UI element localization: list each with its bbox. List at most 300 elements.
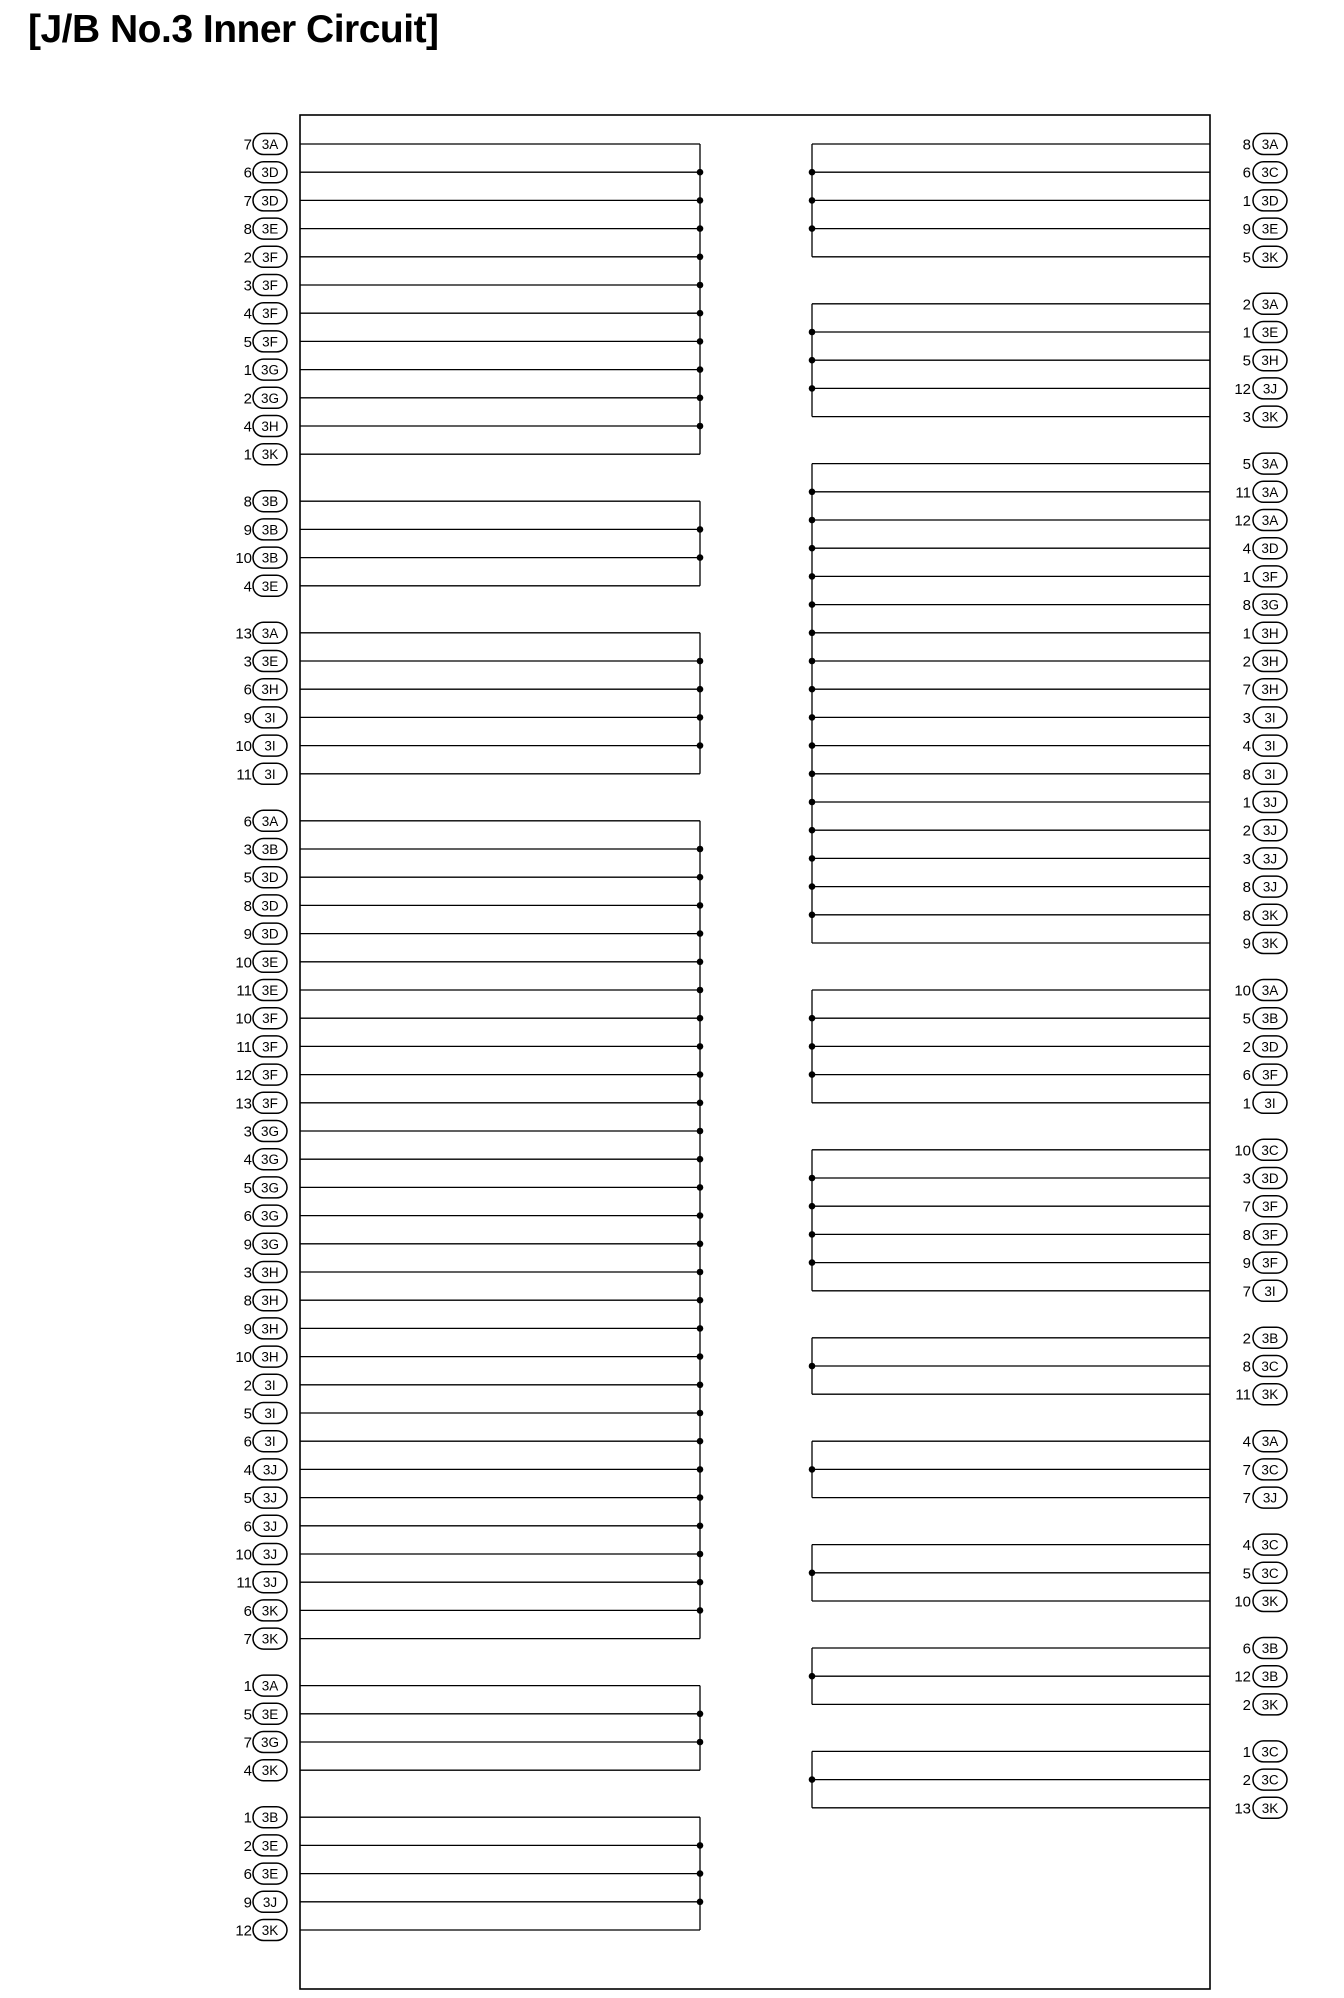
pin-number: 12 (1234, 512, 1251, 530)
pin-number: 4 (1242, 1433, 1251, 1451)
connector-id: 3J (1262, 851, 1278, 867)
connector-id: 3H (261, 1321, 279, 1337)
connector-label (244, 134, 287, 155)
pin-number: 6 (1242, 1067, 1251, 1085)
left-wire-group (300, 633, 703, 774)
pin-number: 3 (1242, 709, 1251, 727)
connector-label (1243, 1092, 1287, 1113)
connector-label (1243, 322, 1287, 343)
pin-number: 9 (243, 709, 252, 727)
connector-label (244, 1318, 287, 1339)
connector-id: 3G (260, 362, 280, 378)
junction-dot (697, 1739, 704, 1746)
connector-label (1243, 933, 1287, 954)
junction-dot (809, 489, 816, 496)
connector-label (244, 1891, 287, 1912)
connector-label (1243, 876, 1287, 897)
junction-dot (809, 1259, 816, 1266)
connector-label (244, 491, 287, 512)
connector-label (244, 359, 287, 380)
pin-number: 7 (243, 1631, 252, 1649)
connector-label (244, 303, 287, 324)
left-wire-group (300, 144, 703, 454)
junction-block-outline (300, 115, 1210, 1989)
pin-number: 2 (1242, 1696, 1251, 1714)
connector-id: 3C (1261, 1142, 1279, 1158)
pin-number: 1 (243, 1809, 252, 1827)
pin-number: 8 (1242, 879, 1251, 897)
junction-dot (809, 1043, 816, 1050)
junction-dot (809, 357, 816, 364)
pin-number: 1 (243, 1678, 252, 1696)
right-wire-group (809, 144, 1210, 257)
junction-dot (697, 1579, 704, 1586)
junction-dot (809, 1203, 816, 1210)
pin-number: 6 (243, 1433, 252, 1451)
connector-label (1243, 1064, 1287, 1085)
connector-id: 3E (261, 1838, 279, 1854)
pin-number: 10 (235, 954, 252, 972)
connector-id: 3H (1261, 654, 1279, 669)
pin-number: 1 (1242, 1743, 1251, 1761)
connector-label (1243, 134, 1287, 155)
connector-label (244, 162, 287, 183)
connector-id: 3D (1261, 541, 1279, 557)
connector-label (1235, 481, 1287, 502)
junction-dot (809, 385, 816, 392)
pin-number: 8 (1242, 1358, 1251, 1376)
connector-label (244, 1863, 287, 1884)
connector-label (1243, 162, 1287, 183)
connector-id: 3F (262, 1067, 278, 1083)
connector-id: 3B (1261, 1011, 1279, 1027)
junction-dot (809, 1231, 816, 1238)
junction-dot (697, 658, 704, 665)
junction-dot (809, 517, 816, 524)
junction-dot (697, 1438, 704, 1445)
connector-label (1243, 622, 1287, 643)
connector-id: 3F (262, 249, 278, 265)
pin-number: 12 (1234, 380, 1251, 398)
right-wire-group (809, 1150, 1210, 1291)
junction-dot (697, 742, 704, 749)
connector-label (1243, 1224, 1287, 1245)
junction-dot (697, 1325, 704, 1332)
pin-number: 3 (243, 841, 252, 859)
connector-label (1235, 1384, 1287, 1405)
pin-number: 4 (243, 1461, 252, 1479)
connector-id: 3J (1262, 879, 1278, 895)
connector-id: 3F (262, 334, 278, 350)
junction-dot (697, 1156, 704, 1163)
connector-label (1243, 218, 1287, 239)
connector-label (1243, 1638, 1287, 1659)
pin-number: 13 (235, 625, 252, 643)
connector-label (236, 1036, 287, 1057)
connector-id: 3A (261, 813, 279, 829)
connector-id: 3H (261, 1293, 279, 1309)
junction-dot (697, 1015, 704, 1022)
connector-label (1243, 350, 1287, 371)
connector-label (244, 1403, 287, 1424)
connector-label (244, 707, 287, 728)
pin-number: 8 (243, 221, 252, 239)
junction-dot (809, 601, 816, 608)
junction-dot (697, 714, 704, 721)
pin-number: 8 (1242, 136, 1251, 154)
connector-label (244, 519, 287, 540)
connector-id: 3A (261, 137, 279, 152)
connector-id: 3I (1264, 1283, 1276, 1299)
pin-number: 5 (243, 1706, 252, 1724)
connector-label (244, 416, 287, 437)
right-wire-group (809, 1441, 1210, 1497)
pin-number: 6 (1242, 1640, 1251, 1658)
junction-dot (697, 1899, 704, 1906)
right-wire-group (809, 304, 1210, 417)
connector-label (1243, 246, 1287, 267)
connector-id: 3A (261, 625, 279, 641)
junction-dot (697, 1494, 704, 1501)
connector-label (244, 246, 287, 267)
connector-id: 3K (261, 447, 279, 463)
pin-number: 10 (1234, 1593, 1251, 1611)
connector-id: 3B (261, 842, 279, 857)
connector-label (1243, 1008, 1287, 1029)
junction-dot (697, 1043, 704, 1050)
connector-label (1243, 848, 1287, 869)
junction-dot (809, 197, 816, 204)
connector-label (1243, 594, 1287, 615)
connector-id: 3J (1262, 1490, 1278, 1506)
connector-id: 3C (1261, 1462, 1279, 1478)
connector-id: 3A (1261, 484, 1279, 500)
pin-number: 9 (1242, 935, 1251, 953)
junction-dot (809, 855, 816, 862)
connector-id: 3G (260, 1152, 280, 1168)
junction-dot (809, 686, 816, 693)
connector-id: 3G (1260, 597, 1280, 613)
pin-number: 11 (236, 766, 252, 784)
connector-id: 3B (261, 494, 279, 510)
connector-id: 3J (1262, 823, 1278, 839)
connector-label (236, 763, 287, 784)
connector-id: 3K (1261, 409, 1279, 425)
junction-dot (697, 1297, 704, 1304)
pin-number: 5 (1242, 1565, 1251, 1583)
pin-number: 13 (235, 1095, 252, 1113)
junction-dot (809, 630, 816, 637)
pin-number: 2 (1242, 1772, 1251, 1790)
pin-number: 7 (1242, 1490, 1251, 1508)
pin-number: 3 (1242, 850, 1251, 868)
junction-dot (809, 1776, 816, 1783)
pin-number: 10 (235, 1546, 252, 1564)
connector-id: 3E (261, 578, 279, 594)
pin-number: 8 (243, 1292, 252, 1310)
connector-id: 3F (1262, 1227, 1278, 1243)
connector-label (1243, 1168, 1287, 1189)
pin-number: 11 (1235, 484, 1251, 502)
junction-dot (809, 1570, 816, 1577)
junction-dot (809, 329, 816, 336)
pin-number: 3 (243, 653, 252, 671)
connector-id: 3E (261, 1866, 279, 1882)
connector-label (1243, 1252, 1287, 1273)
pin-number: 6 (243, 1866, 252, 1884)
connector-id: 3D (1261, 193, 1279, 209)
pin-number: 9 (243, 1894, 252, 1912)
connector-id: 3D (261, 926, 279, 942)
pin-number: 7 (1242, 1461, 1251, 1479)
connector-label (244, 1262, 287, 1283)
pin-number: 10 (1234, 982, 1251, 1000)
connector-id: 3I (264, 1377, 276, 1393)
pin-number: 5 (243, 1490, 252, 1508)
connector-label (1243, 1562, 1287, 1583)
pin-number: 7 (243, 136, 252, 154)
connector-label (235, 1920, 287, 1941)
connector-id: 3F (262, 1095, 278, 1111)
connector-id: 3E (261, 1706, 279, 1722)
connector-label (1234, 510, 1287, 531)
pin-number: 5 (243, 1405, 252, 1423)
connector-label (1234, 980, 1287, 1001)
connector-id: 3E (1261, 325, 1279, 340)
connector-id: 3E (1261, 221, 1279, 237)
connector-label (1243, 1741, 1287, 1762)
connector-id: 3E (261, 221, 279, 237)
connector-id: 3K (1261, 1800, 1279, 1816)
connector-id: 3C (1261, 1565, 1279, 1581)
pin-number: 5 (243, 869, 252, 887)
connector-label (244, 1487, 287, 1508)
pin-number: 7 (243, 192, 252, 210)
junction-dot (809, 1363, 816, 1370)
junction-dot (697, 874, 704, 881)
connector-label (1234, 378, 1287, 399)
junction-dot (697, 1842, 704, 1849)
connector-id: 3F (1262, 1255, 1278, 1271)
junction-dot (697, 846, 704, 853)
connector-label (244, 1835, 287, 1856)
pin-number: 9 (243, 1236, 252, 1254)
connector-id: 3I (264, 710, 276, 726)
connector-id: 3J (262, 1547, 278, 1562)
connector-label (244, 1374, 287, 1395)
pin-number: 7 (243, 1734, 252, 1752)
pin-number: 9 (243, 926, 252, 944)
pin-number: 4 (1242, 540, 1251, 558)
junction-dot (809, 799, 816, 806)
pin-number: 10 (235, 1349, 252, 1367)
pin-number: 11 (1235, 1386, 1251, 1404)
connector-label (1243, 453, 1287, 474)
junction-dot (809, 912, 816, 919)
junction-dot (697, 423, 704, 430)
pin-number: 6 (243, 1518, 252, 1536)
junction-dot (697, 1071, 704, 1078)
connector-label (1243, 538, 1287, 559)
pin-number: 6 (243, 681, 252, 699)
connector-id: 3G (260, 1180, 280, 1196)
junction-dot (697, 526, 704, 533)
connector-id: 3E (261, 983, 279, 998)
connector-label (244, 1703, 287, 1724)
pin-number: 8 (1242, 766, 1251, 784)
right-wire-group (809, 1338, 1210, 1394)
junction-dot (697, 1269, 704, 1276)
connector-id: 3K (1261, 249, 1279, 265)
right-wire-group (809, 1751, 1210, 1807)
connector-id: 3K (1261, 907, 1279, 923)
connector-label (1243, 1459, 1287, 1480)
pin-number: 8 (1242, 1226, 1251, 1244)
connector-label (1234, 1591, 1287, 1612)
pin-number: 2 (1242, 1330, 1251, 1348)
connector-label (1243, 1036, 1287, 1057)
pin-number: 4 (1242, 1537, 1251, 1555)
connector-label (235, 1008, 287, 1029)
pin-number: 11 (236, 982, 252, 1000)
connector-label (1243, 1769, 1287, 1790)
connector-id: 3C (1261, 1772, 1279, 1788)
junction-dot (809, 771, 816, 778)
pin-number: 9 (243, 1320, 252, 1338)
junction-dot (809, 658, 816, 665)
pin-number: 6 (243, 164, 252, 182)
connector-id: 3F (262, 306, 278, 322)
junction-dot (809, 1466, 816, 1473)
connector-label (1243, 1196, 1287, 1217)
pin-number: 1 (1242, 1095, 1251, 1113)
pin-number: 6 (1242, 164, 1251, 182)
junction-dot (809, 545, 816, 552)
junction-dot (697, 395, 704, 402)
connector-label (244, 190, 287, 211)
junction-dot (809, 1175, 816, 1182)
connector-label (1243, 1327, 1287, 1348)
pin-number: 4 (1242, 738, 1251, 756)
pin-number: 3 (243, 1264, 252, 1282)
connector-id: 3F (1262, 1199, 1278, 1215)
connector-label (235, 547, 287, 568)
junction-dot (809, 827, 816, 834)
junction-dot (697, 1466, 704, 1473)
left-wire-group (300, 501, 703, 586)
connector-id: 3K (1261, 1594, 1279, 1609)
connector-label (1243, 190, 1287, 211)
connector-id: 3E (261, 654, 279, 669)
connector-id: 3E (261, 954, 279, 970)
connector-id: 3H (1261, 353, 1279, 369)
pin-number: 5 (1242, 352, 1251, 370)
connector-id: 3I (264, 1434, 276, 1450)
pin-number: 10 (235, 550, 252, 568)
connector-label (1234, 1666, 1287, 1687)
pin-number: 2 (1242, 822, 1251, 840)
junction-dot (697, 197, 704, 204)
connector-id: 3G (260, 1124, 280, 1139)
connector-label (244, 1600, 287, 1621)
junction-dot (697, 686, 704, 693)
connector-id: 3I (1264, 766, 1276, 782)
pin-number: 13 (1234, 1800, 1251, 1818)
pin-number: 2 (243, 390, 252, 408)
junction-dot (697, 1523, 704, 1530)
connector-id: 3G (260, 1735, 280, 1750)
connector-id: 3H (261, 419, 279, 434)
pin-number: 9 (243, 521, 252, 539)
connector-label (1243, 1534, 1287, 1555)
connector-label (244, 387, 287, 408)
connector-label (1234, 1139, 1287, 1160)
pin-number: 3 (1242, 1170, 1251, 1188)
connector-label (235, 735, 287, 756)
pin-number: 7 (1242, 1198, 1251, 1216)
connector-label (235, 1064, 287, 1085)
connector-id: 3H (1261, 682, 1279, 698)
left-wire-group (300, 1686, 703, 1771)
connector-id: 3A (1261, 296, 1279, 312)
page-title: [J/B No.3 Inner Circuit] (28, 8, 439, 51)
pin-number: 2 (243, 1837, 252, 1855)
connector-id: 3B (261, 522, 279, 538)
connector-id: 3I (1264, 738, 1276, 754)
pin-number: 3 (243, 1123, 252, 1141)
connector-id: 3F (262, 1039, 278, 1055)
pin-number: 1 (1242, 324, 1251, 342)
connector-label (235, 622, 287, 643)
junction-dot (697, 253, 704, 260)
connector-id: 3C (1261, 1537, 1279, 1553)
connector-id: 3B (1261, 1641, 1279, 1656)
connector-id: 3B (1261, 1669, 1279, 1685)
connector-label (244, 331, 287, 352)
junction-dot (697, 1607, 704, 1614)
connector-id: 3D (261, 193, 279, 209)
connector-label (1243, 1487, 1287, 1508)
pin-number: 1 (1242, 192, 1251, 210)
connector-id: 3K (1261, 1697, 1279, 1713)
connector-id: 3A (1261, 137, 1279, 152)
pin-number: 6 (243, 1208, 252, 1226)
connector-id: 3F (1262, 569, 1278, 585)
junction-dot (697, 1410, 704, 1417)
pin-number: 8 (243, 897, 252, 915)
pin-number: 9 (1242, 221, 1251, 239)
connector-id: 3G (260, 1208, 280, 1224)
connector-id: 3K (261, 1603, 279, 1619)
pin-number: 5 (243, 1179, 252, 1197)
connector-label (235, 951, 287, 972)
pin-number: 10 (235, 738, 252, 756)
connector-id: 3J (262, 1462, 278, 1478)
connector-label (1243, 904, 1287, 925)
junction-dot (697, 1353, 704, 1360)
pin-number: 6 (243, 1602, 252, 1620)
junction-dot (697, 959, 704, 966)
pin-number: 3 (243, 277, 252, 295)
pin-number: 2 (1242, 296, 1251, 314)
pin-number: 4 (243, 418, 252, 436)
pin-number: 7 (1242, 1283, 1251, 1301)
connector-label (1243, 763, 1287, 784)
junction-dot (697, 1241, 704, 1248)
junction-dot (809, 169, 816, 176)
pin-number: 8 (1242, 907, 1251, 925)
pin-number: 10 (1234, 1142, 1251, 1160)
